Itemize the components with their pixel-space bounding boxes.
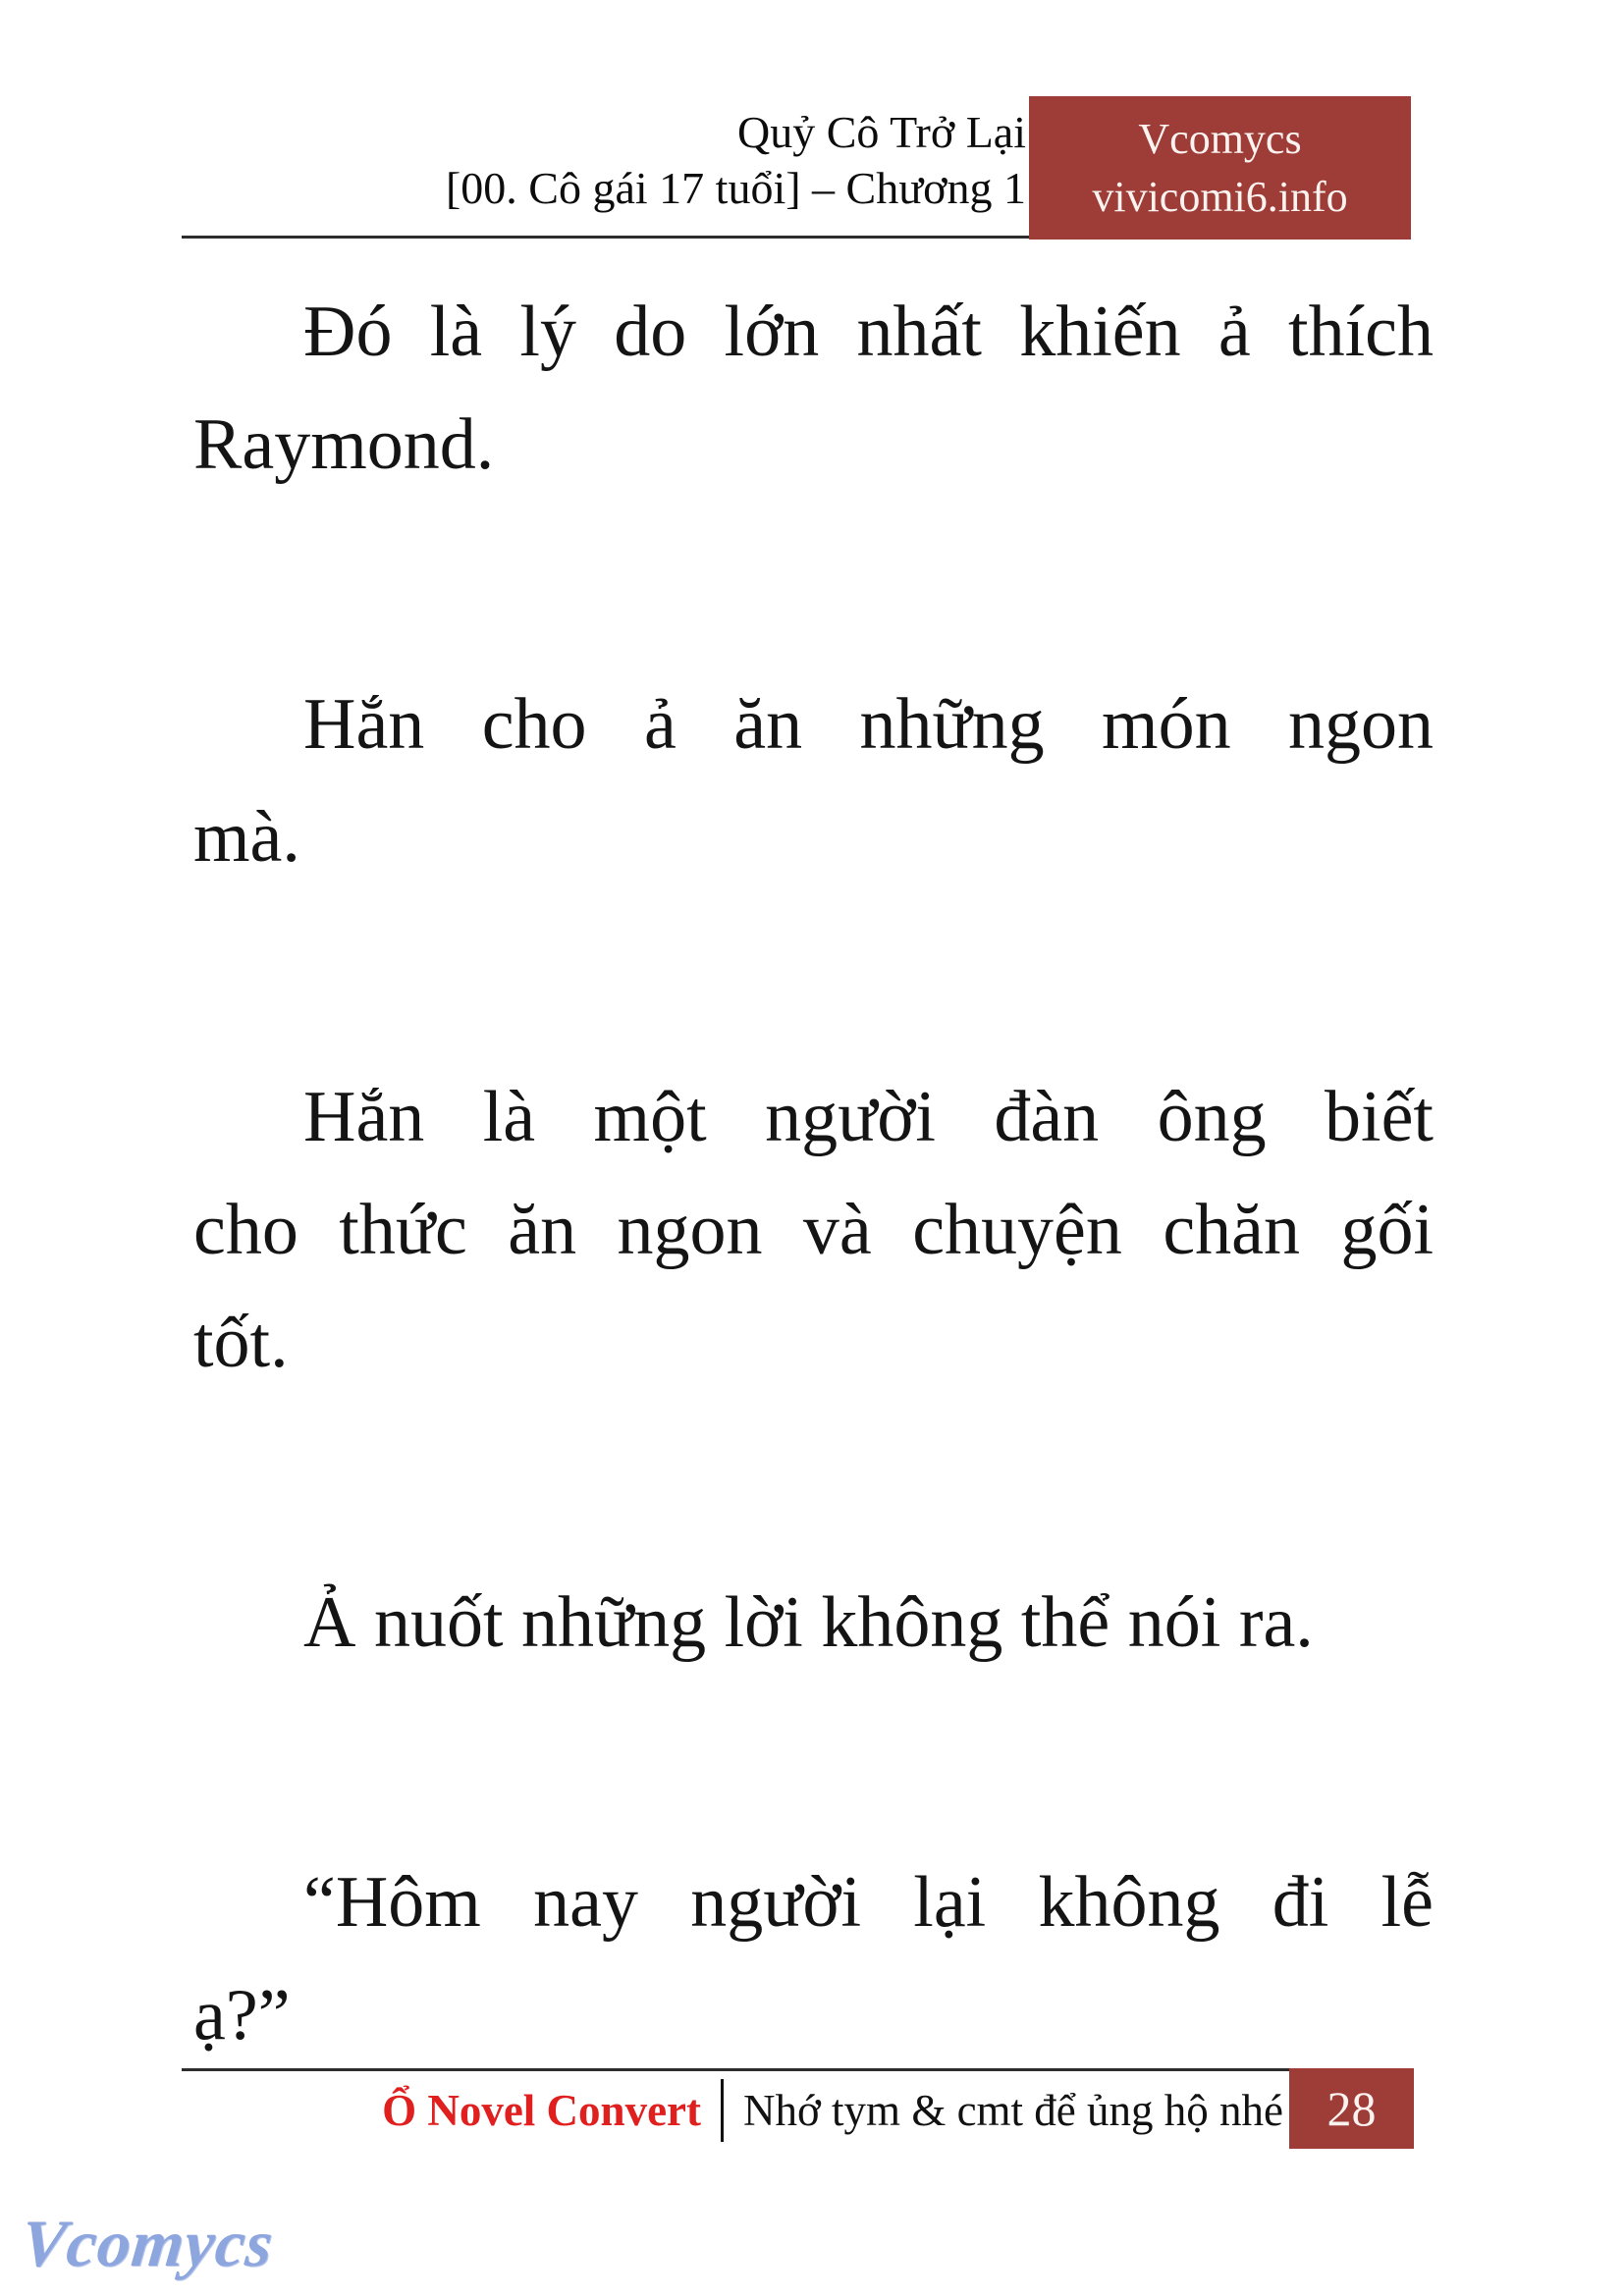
text-line: ạ?”	[193, 1975, 291, 2056]
brand-box	[1029, 96, 1411, 240]
paragraph	[193, 276, 1434, 502]
paragraph	[193, 1846, 1434, 2072]
text-line: Hắn là một người đàn ông biết	[303, 1077, 1434, 1157]
text-line: Ả nuốt những lời không thể nói ra.	[303, 1582, 1314, 1663]
header-titles	[446, 104, 1026, 216]
text-line: tốt.	[193, 1303, 289, 1383]
page-body	[193, 276, 1434, 2239]
text-line: “Hôm nay người lại không đi lễ	[303, 1862, 1434, 1943]
brand-name: Vcomycs	[1138, 115, 1302, 163]
page-footer	[182, 2073, 1283, 2148]
text-line: Hắn cho ả ăn những món ngon	[303, 684, 1434, 765]
footer-brand: Ổ Novel Convert	[382, 2086, 702, 2135]
footer-note: Nhớ tym & cmt để ủng hộ nhé	[743, 2086, 1283, 2135]
text-line: Raymond.	[193, 404, 495, 485]
page-number: 28	[1326, 2081, 1377, 2136]
paragraph	[193, 1061, 1434, 1400]
text-line: cho thức ăn ngon và chuyện chăn gối	[193, 1190, 1434, 1270]
paragraph	[193, 1567, 1434, 1680]
chapter-subtitle: [00. Cô gái 17 tuổi] – Chương 1	[445, 163, 1026, 213]
brand-site: vivicomi6.info	[1092, 173, 1348, 221]
page-number-badge	[1289, 2068, 1414, 2149]
book-title: Quỷ Cô Trở Lại	[737, 107, 1026, 157]
paragraph	[193, 668, 1434, 894]
vcomycs-watermark-logo: Vcomycs	[18, 2206, 278, 2280]
footer-divider	[182, 2068, 1289, 2071]
text-line: Đó là lý do lớn nhất khiến ả thích	[303, 292, 1434, 372]
text-line: mà.	[193, 797, 300, 878]
footer-separator	[721, 2079, 724, 2142]
